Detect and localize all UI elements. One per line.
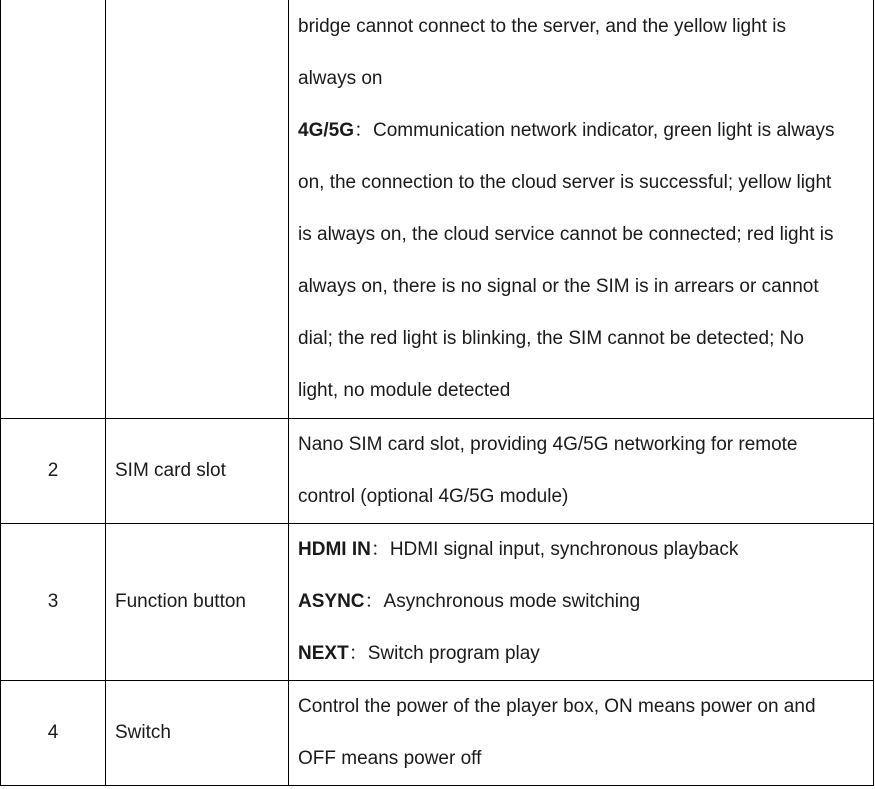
term-label: HDMI IN [298,538,371,560]
description-line: bridge cannot connect to the server, and the yellow light is [298,16,786,38]
description-line: ASYNC：Asynchronous mode switching [298,590,641,612]
row-number-cell: 4 [1,680,106,785]
description-line: Control the power of the player box, ON means power on and [298,695,816,717]
description-line: is always on, the cloud service cannot be connected; red light is [298,224,834,246]
row-number-cell: 2 [1,418,106,523]
description-line: control (optional 4G/5G module) [298,485,569,507]
table-row [1,418,874,523]
row-description-cell [289,418,874,523]
description-line: always on, there is no signal or the SIM is in arrears or cannot [298,276,819,298]
table-row [1,0,874,418]
row-number-cell: 3 [1,523,106,680]
row-description-cell [289,523,874,680]
row-name-cell: SIM card slot [106,418,289,523]
description-line: Nano SIM card slot, providing 4G/5G networking for remote [298,433,798,455]
row-description-cell [289,680,874,785]
description-line: light, no module detected [298,380,511,402]
table-row [1,523,874,680]
description-line: 4G/5G：Communication network indicator, green light is always [298,120,835,142]
description-line: OFF means power off [298,747,482,769]
description-line: NEXT：Switch program play [298,642,540,664]
term-label: NEXT [298,642,349,664]
term-label: 4G/5G [298,120,354,142]
row-name-cell: Function button [106,523,289,680]
table-row [1,680,874,785]
description-line: dial; the red light is blinking, the SIM cannot be detected; No [298,328,804,350]
row-number-cell [1,0,106,418]
term-label: ASYNC [298,590,365,612]
row-name-cell [106,0,289,418]
description-line: on, the connection to the cloud server is successful; yellow light [298,172,832,194]
description-line: always on [298,68,383,90]
row-description-cell [289,0,874,418]
description-line: HDMI IN：HDMI signal input, synchronous playback [298,538,739,560]
row-name-cell: Switch [106,680,289,785]
